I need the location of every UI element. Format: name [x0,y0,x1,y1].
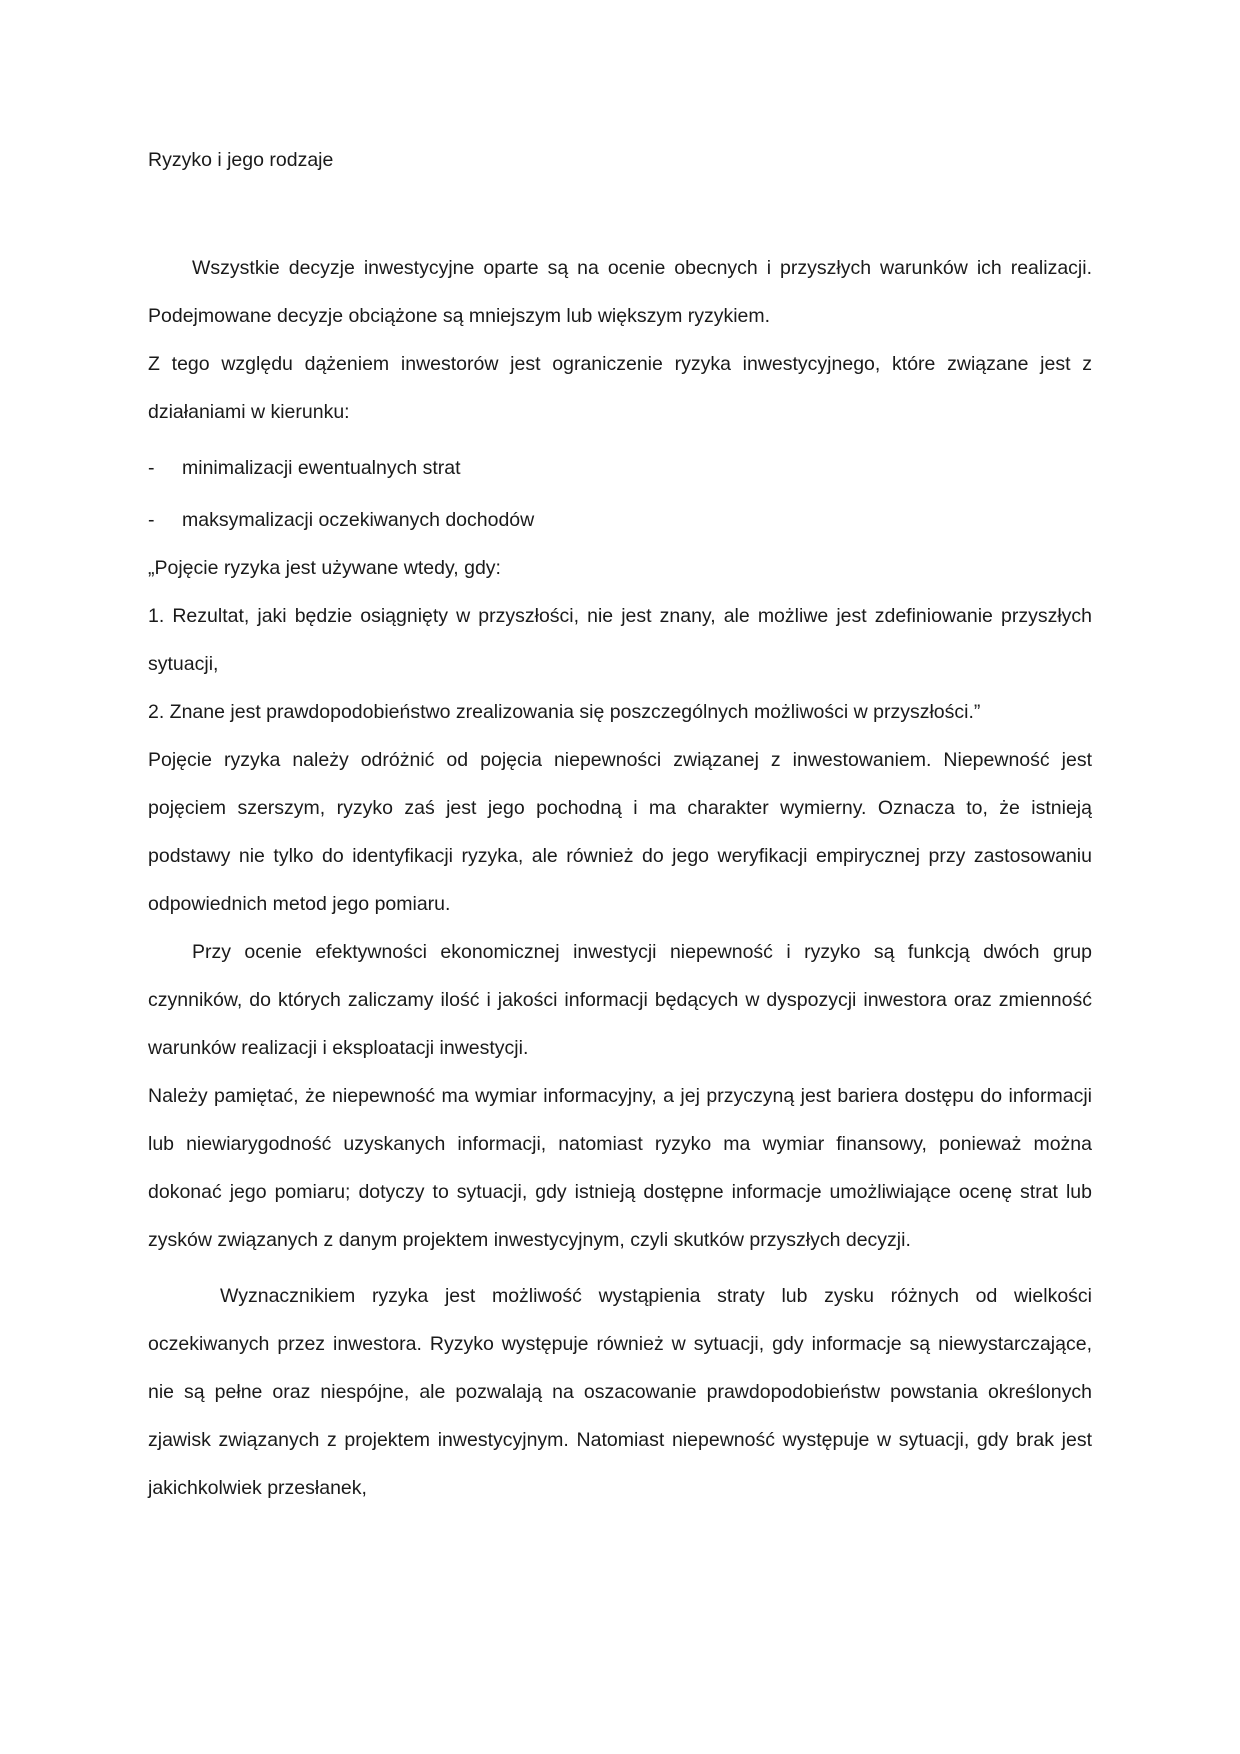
paragraph-efficiency-assessment: Przy ocenie efektywności ekonomicznej inwestycji niepewność i ryzyko są funkcją dwóch grup czynników, do których zaliczamy ilość i jakości informacji będących w dyspozycji inwestora oraz zmienność warunków realizacji i eksploatacji inwestycji. [148,941,1092,1059]
list-item [148,496,1092,544]
list-item-text: maksymalizacji oczekiwanych dochodów [182,509,535,531]
paragraph-risk-definition-intro: „Pojęcie ryzyka jest używane wtedy, gdy: [148,557,501,579]
list-item [148,444,1092,492]
document-page [148,0,1092,1754]
list-marker: - [148,509,155,531]
list-item-text: minimalizacji ewentualnych strat [182,457,461,479]
paragraph-risk-determinant: Wyznacznikiem ryzyka jest możliwość wystąpienia straty lub zysku różnych od wielkości oczekiwanych przez inwestora. Ryzyko występuje również w sytuacji, gdy informacje są niewystarczające, nie są pełne oraz niespójne, ale pozwalają na oszacowanie prawdopodobieństw powstania określonych zjawisk związanych z projektem inwestycyjnym. Natomiast niepewność występuje w sytuacji, gdy brak jest jakichkolwiek przesłanek, [148,1285,1092,1499]
paragraph-decisions: Wszystkie decyzje inwestycyjne oparte są na ocenie obecnych i przyszłych warunków ich realizacji. Podejmowane decyzje obciążone są mniejszym lub większym ryzykiem. [148,257,1092,327]
paragraph-information-dimension: Należy pamiętać, że niepewność ma wymiar informacyjny, a jej przyczyną jest bariera dostępu do informacji lub niewiarygodność uzyskanych informacji, natomiast ryzyko ma wymiar finansowy, ponieważ można dokonać jego pomiaru; dotyczy to sytuacji, gdy istnieją dostępne informacje umożliwiające ocenę strat lub zysków związanych z danym projektem inwestycyjnym, czyli skutków przyszłych decyzji. [148,1085,1092,1251]
document-title: Ryzyko i jego rodzaje [148,149,334,171]
paragraph-condition-2: 2. Znane jest prawdopodobieństwo zrealizowania się poszczególnych możliwości w przyszłości.” [148,701,981,723]
paragraph-condition-1: 1. Rezultat, jaki będzie osiągnięty w przyszłości, nie jest znany, ale możliwe jest zdefiniowanie przyszłych sytuacji, [148,605,1092,675]
document-body [148,244,1092,1512]
list-marker: - [148,457,155,479]
paragraph-risk-vs-uncertainty: Pojęcie ryzyka należy odróżnić od pojęcia niepewności związanej z inwestowaniem. Niepewność jest pojęciem szerszym, ryzyko zaś jest jego pochodną i ma charakter wymierny. Oznacza to, że istnieją podstawy nie tylko do identyfikacji ryzyka, ale również do jego weryfikacji empirycznej przy zastosowaniu odpowiednich metod jego pomiaru. [148,749,1092,915]
paragraph-investor-aim: Z tego względu dążeniem inwestorów jest ograniczenie ryzyka inwestycyjnego, które związane jest z działaniami w kierunku: [148,353,1092,423]
